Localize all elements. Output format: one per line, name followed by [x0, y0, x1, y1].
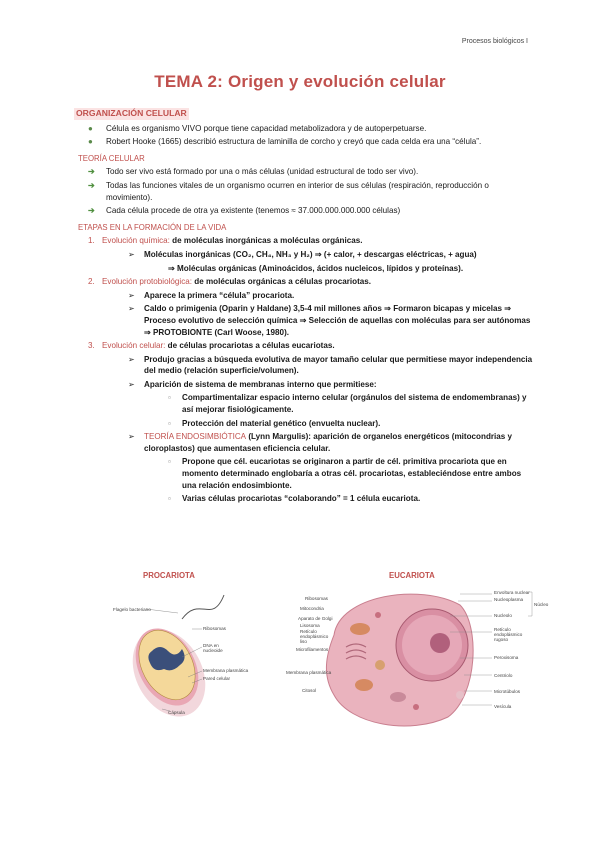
- page-title: TEMA 2: Origen y evolución celular: [154, 72, 446, 91]
- square-bullet-icon: ▫: [168, 494, 171, 504]
- section-heading-organizacion: ORGANIZACIÓN CELULAR: [76, 108, 187, 118]
- triangle-bullet-icon: ➢: [128, 304, 135, 314]
- label-microtubulos: Microtúbulos: [494, 689, 521, 694]
- list-item: ➢ Aparición de sistema de membranas interno que permitiese:: [128, 379, 377, 389]
- subheading-teoria: TEORÍA CELULAR: [78, 153, 145, 163]
- label-rel: Retículo endoplásmico liso: [300, 629, 329, 644]
- label-ribosomas-euk: Ribosomas: [305, 596, 328, 601]
- triangle-bullet-icon: ➢: [128, 290, 135, 300]
- label-flagelo: Flagelo bacteriano: [113, 607, 151, 612]
- square-bullet-icon: ▫: [168, 418, 171, 428]
- list-item: ▫ Propone que cél. eucariotas se originaron a partir de cél. primitiva procariota que en momento determinado englobaría a otras cél. procariotas, estableciéndose entre ambos una relación endosimbionte.: [168, 457, 522, 490]
- list-item: ● Robert Hooke (1665) describió estructura de laminilla de corcho y creyó que cada celda era una “célula”.: [88, 137, 482, 147]
- subheading-etapas: ETAPAS EN LA FORMACIÓN DE LA VIDA: [78, 222, 227, 232]
- arrow-bullet-icon: ➔: [88, 180, 95, 190]
- arrow-bullet-icon: ➔: [88, 206, 95, 216]
- label-centriolo: Centriolo: [494, 673, 513, 678]
- eukaryote-leader-lines: [440, 588, 540, 710]
- list-item: ▫ Protección del material genético (envuelta nuclear).: [168, 418, 381, 428]
- label-capsula: Cápsula: [168, 710, 185, 715]
- label-nucleolo: Nucleolo: [494, 613, 512, 618]
- list-item: ➔ Cada célula procede de otra ya existente (tenemos ≈ 37.000.000.000.000 células): [88, 206, 401, 216]
- label-vesicula: Vesícula: [494, 704, 512, 709]
- label-nucleoplasma: Nucleoplasma: [494, 597, 524, 602]
- label-membrana: Membrana plasmática: [203, 668, 249, 673]
- label-peroxisoma: Peroxisoma: [494, 655, 519, 660]
- label-mitocondria: Mitocondria: [300, 606, 324, 611]
- etapa-1: 1. Evolución química: de moléculas inorgánicas a moléculas orgánicas.: [88, 236, 363, 246]
- eukaryote-title: EUCARIOTA: [389, 571, 435, 580]
- label-pared: Pared celular: [203, 676, 231, 681]
- list-item: ➢ Produjo gracias a búsqueda evolutiva de mayor tamaño celular que permitiese mayor independencia del medio (relación superficie/volumen).: [128, 354, 533, 376]
- label-citosol: Citosol: [302, 688, 317, 693]
- triangle-bullet-icon: ➢: [128, 379, 135, 389]
- list-item: ➔ Todas las funciones vitales de un organismo ocurren en interior de sus células (respiración, reproducción o movimiento).: [88, 180, 489, 202]
- document-body: [74, 108, 534, 507]
- etapa-2: 2. Evolución protobiológica: de moléculas orgánicas a células procariotas.: [88, 277, 372, 287]
- square-bullet-icon: ▫: [168, 457, 171, 467]
- label-golgi: Aparato de Golgi: [298, 616, 333, 621]
- prokaryote-title: PROCARIOTA: [143, 571, 195, 580]
- etapa-3: 3. Evolución celular: de células procariotas a células eucariotas.: [88, 341, 335, 351]
- triangle-bullet-icon: ➢: [128, 354, 135, 364]
- list-item: ➢ TEORÍA ENDOSIMBIÓTICA (Lynn Margulis): aparición de organelos energéticos (mitocondrias y cloroplastos) que aumentasen eficiencia celular.: [128, 432, 513, 453]
- triangle-bullet-icon: ➢: [128, 432, 135, 442]
- label-membrana-euk: Membrana plasmática: [286, 670, 332, 675]
- bullet-icon: ●: [88, 123, 93, 133]
- list-item: ➢ Aparece la primera “célula” procariota.: [128, 290, 295, 300]
- label-microfilamentos: Microfilamentos: [296, 647, 329, 652]
- triangle-bullet-icon: ➢: [128, 249, 135, 259]
- arrow-bullet-icon: ➔: [88, 167, 95, 177]
- label-envoltura: Envoltura nuclear: [494, 590, 530, 595]
- list-item: ▫ Varias células procariotas “colaborando” = 1 célula eucariota.: [168, 494, 421, 504]
- square-bullet-icon: ▫: [168, 393, 171, 403]
- list-item: ▫ Compartimentalizar espacio interno celular (orgánulos del sistema de endomembranas) y así mejorar fisiológicamente.: [168, 393, 527, 415]
- list-item: ➢ Moléculas inorgánicas (CO₂, CH₄, NH₃ y H₂) ⇒ (+ calor, + descargas eléctricas, + agua): [128, 249, 477, 259]
- label-dna: DNA en nucleoide: [203, 643, 223, 653]
- running-header: Procesos biológicos I: [461, 38, 528, 45]
- list-item: ➢ Caldo o primigenia (Oparin y Haldane) 3,5-4 mil millones años ⇒ Formaron bicapas y micelas ⇒ Proceso evolutivo de selección química ⇒ Selección de aquellas con moléculas para ser autónomas ⇒ PROTOBIONTE (Carl Woose, 1980).: [128, 304, 531, 337]
- label-rer: Retículo endoplásmico rugoso: [494, 627, 523, 642]
- list-item: ● Célula es organismo VIVO porque tiene capacidad metabolizadora y de autoperpetuarse.: [88, 123, 427, 133]
- label-ribosomas: Ribosomas: [203, 626, 226, 631]
- bullet-icon: ●: [88, 137, 93, 147]
- list-item: ⇒ Moléculas orgánicas (Aminoácidos, ácidos nucleicos, lípidos y proteínas).: [168, 263, 464, 273]
- label-nucleo-bracket: Núcleo: [534, 602, 549, 607]
- label-lisosoma: Lisosoma: [300, 623, 320, 628]
- list-item: ➔ Todo ser vivo está formado por una o más células (unidad estructural de todo ser vivo).: [88, 167, 419, 177]
